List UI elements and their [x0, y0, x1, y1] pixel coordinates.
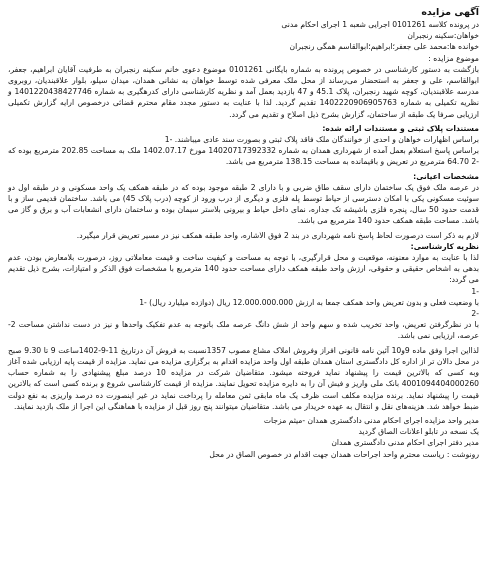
auction-terms-paragraph: لذااین اجرا وفق ماده 9و10 آئین نامه قانونی افراز وفروش املاک مشاع مصوب 1357نسبت به فروش آن درتاریخ 11-9-1402ساعت 9 تا 9.30 صبح در محل دالان تر از اداره کل دادگستری استان همدان طبقه اول واحد مزایده اقدام به برگزاری مزایده می نماید. مزایده از قیمت پایه ارزیابی شده آغاز وبه کسی که بالاترین قیمت را پیشنهاد نماید فروخته میشود. متقاضیان شرکت در مزایده 10 درصد مبلغ پیشنهادی را به شماره حساب 4001094404000260 بانک ملی واریز و فیش آن را به دایره مزایده تحویل نمایند. مزایده از قیمت کارشناسی شروع و برنده کسی است که بالاترین قیمت را پیشنهاد نماید. برنده مزایده مکلف است ظرف یک ماه مابقی ثمن معامله را پرداخت نماید در غیر اینصورت ده درصد واریزی به نفع دولت ضبط خواهد شد. هزینه‌های نقل و انتقال به عهده خریدار می باشد. متقاضیان میتوانند پنج روز قبل از مزایده با هماهنگی این اجرا از ملک بازدید نمایند.: [8, 345, 479, 411]
auction-subject-line: موضوع مزایده :: [428, 53, 479, 63]
signature-office: مدیر دفتر اجرای احکام مدنی دادگستری همدان: [331, 438, 479, 448]
documents-heading: مستندات پلاک ثبتی و مستندات ارائه شده:: [322, 123, 479, 133]
documents-item-2: براساس پاسخ استعلام بعمل آمده از شهرداری همدان به شماره 14020717392332 مورخ 1402.07.17 ملک به مساحت 202.85 مترمربع بوده که -2 64.70 مترمربع در تعریض و باقیمانده به مساحت 138.15 مترمربع می باشد.: [8, 146, 480, 167]
option-1-number: -1: [471, 286, 479, 296]
posting-note: یک نسخه در تابلو اعلانات الصاق گردید: [358, 427, 479, 437]
option-1-text: با وضعیت فعلی و بدون تعریض واحد همکف جمعا به ارزش 12.000.000.000 ریال (دوازده میلیارد ریال) -1: [139, 297, 479, 307]
building-heading: مشخصات اعیانی:: [413, 171, 479, 181]
plaintiff-line: خواهان:سکینه رنجبران: [407, 31, 479, 41]
defendants-line: خوانده ها:محمد علی جعفر؛ابراهیم؛ابوالقاسم همگی رنجبران: [289, 42, 479, 52]
municipality-note: لازم به ذکر است درصورت لحاظ پاسخ نامه شهرداری در بند 2 فوق الاشاره، واحد طبقه همکف نیز در مسیر تعریض قرار میگیرد.: [76, 230, 479, 240]
signature-manager: مدیر واحد مزایده اجرای احکام مدنی دادگستری همدان -میثم مزجات: [263, 415, 479, 425]
option-2-text: با در نظرگرفتن تعریض، واحد تخریب شده و سهم واحد از شش دانگ عرصه ملک باتوجه به عدم تفکیک واحدها و نیز در دست نداشتن مساحت 2- عرصه، ارزیابی نمی باشد.: [8, 320, 479, 341]
option-2-number: -2: [471, 309, 479, 319]
notice-title: آگهی مزایده: [421, 7, 479, 18]
expert-paragraph: بازگشت به دستور کارشناسی در خصوص پرونده به شماره بایگانی 0101261 موضوع دعوی خانم سکینه رنجبران به طرفیت آقایان ابراهیم، جعفر، ابوالقاسم، علی و جعفر به استحضار می‌رساند از محل ملک معرفی شده توسط خواهان به نشانی همدان، میدان سیلو، بلوار علاقبندیان، روبروی مدرسه علاقبندیان، کوچه شهید رنجبران، پلاک 45.1 و 47 بازدید بعمل آمد و نظریه کارشناسی دارای کدرهگیری به شماره 1401220438427746 و نظریه تکمیلی به شماره 1402220906905763 تقدیم گردید. لذا با عنایت به دستور مجدد مقام محترم قضائی درخصوص ارایه گزارش تکمیلی ارزیابی صرفا یک طبقه از ساختمان، گزارش بشرح ذیل اصلاح و تقدیم می گردد.: [8, 64, 479, 119]
expert-opinion-paragraph: لذا با عنایت به موارد معنونه، موقعیت و محل قرارگیری، با توجه به مساحت و کیفیت ساخت و قیمت معاملاتی روز، درصورت بلامعارض بودن، عدم بدهی به اشخاص حقیقی و حقوقی، ارزش واحد طبقه همکف دارای مساحت حدود 140 مترمربع با مشخصات فوق الذکر و امتیازات، بشرح ذیل تقدیم می گردد:: [8, 253, 479, 285]
documents-item-1: براساس اظهارات خواهان و احدی از خوانندگان ملک فاقد پلاک ثبتی و بصورت سند عادی میباشند. -1: [164, 135, 479, 145]
building-paragraph: در عرصه ملک فوق یک ساختمان دارای سقف طاق ضربی و با دارای 2 طبقه موجود بوده که در طبقه همکف یک واحد مسکونی و در طبقه اول دو سوئیت مسکونی یکی با امکان دسترسی از حیاط توسط پله فلزی و دیگری از درب ورود از کوچه (درب پلاک 45) می باشد. ساختمان قدیمی ساز و با قدمت حدود 50 سال، پنجره فلزی باشیشه تک جداره، نمای داخل حیاط و بیرونی بلاستر سیمان بوده و ساختمان دارای انشعابات آب و برق و گاز می باشد. مساحت طبقه همکف حدود 140 مترمربع می باشد.: [8, 182, 480, 226]
expert-opinion-heading: نظریه کارشناسی:: [410, 241, 479, 251]
case-line: در پرونده کلاسه 0101261 اجرایی شعبه 1 اجرای احکام مدنی: [281, 20, 479, 29]
copy-note: رونوشت : ریاست محترم واحد اجراحات همدان جهت اقدام در خصوص الصاق در محل: [209, 449, 479, 459]
